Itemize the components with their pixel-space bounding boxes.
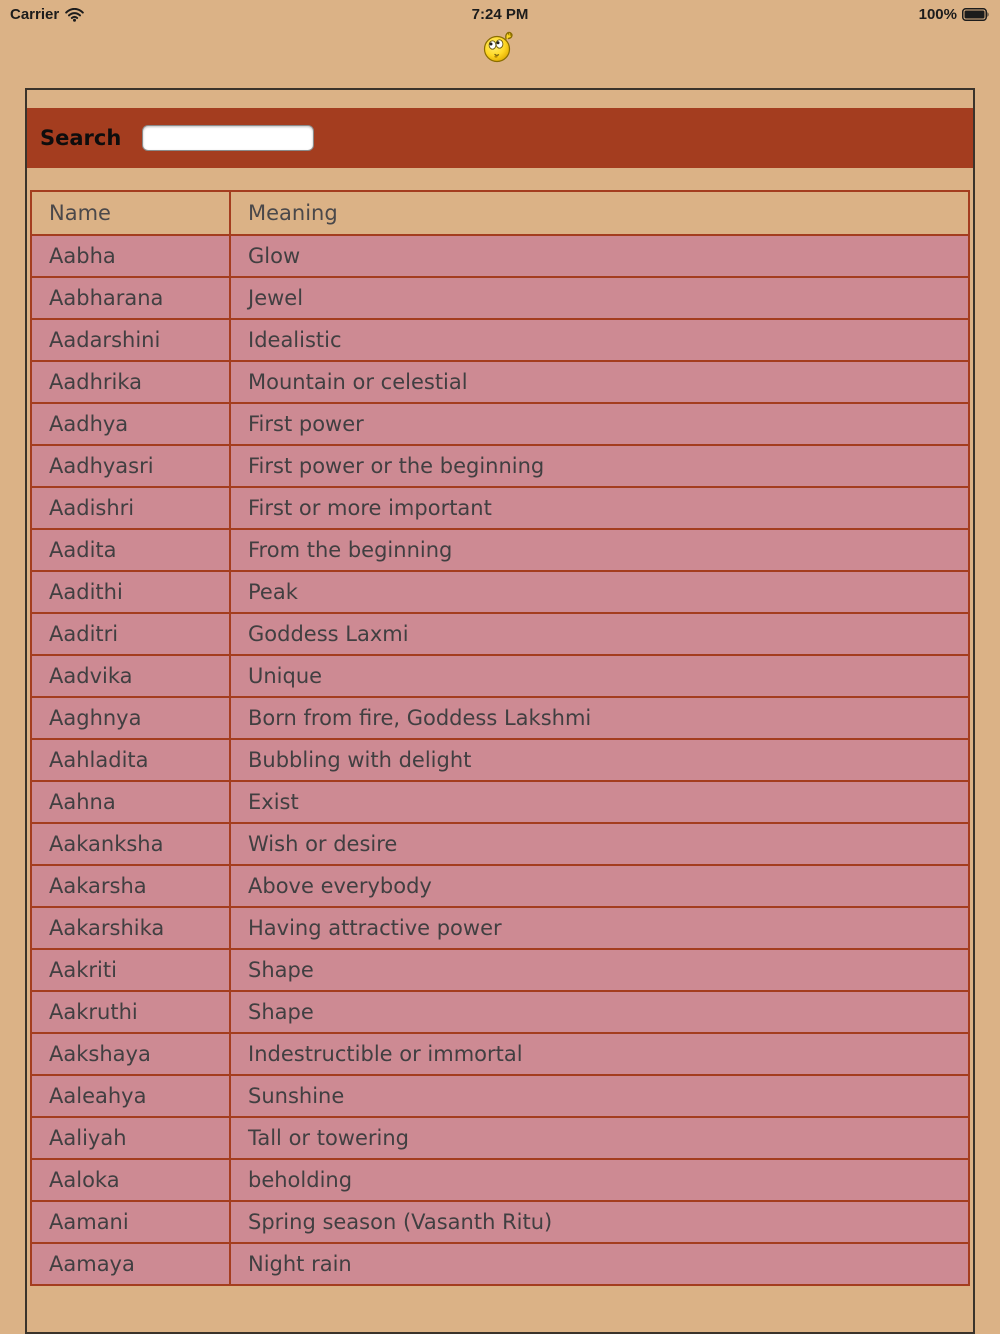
- meaning-cell: Mountain or celestial: [230, 361, 969, 403]
- column-header-meaning: Meaning: [230, 191, 969, 235]
- table-row: [31, 1243, 969, 1285]
- table-row: [31, 403, 969, 445]
- table-row: [31, 1075, 969, 1117]
- status-bar: [0, 0, 1000, 30]
- name-cell: Aakruthi: [31, 991, 230, 1033]
- name-cell: Aadita: [31, 529, 230, 571]
- name-cell: Aakarshika: [31, 907, 230, 949]
- names-table: [30, 190, 970, 1286]
- table-row: [31, 613, 969, 655]
- table-row: [31, 697, 969, 739]
- meaning-cell: Tall or towering: [230, 1117, 969, 1159]
- table-row: [31, 1159, 969, 1201]
- meaning-cell: Jewel: [230, 277, 969, 319]
- name-cell: Aadithi: [31, 571, 230, 613]
- table-row: [31, 277, 969, 319]
- search-bar: [27, 108, 973, 168]
- table-row: [31, 907, 969, 949]
- name-cell: Aaditri: [31, 613, 230, 655]
- meaning-cell: Shape: [230, 991, 969, 1033]
- meaning-cell: Exist: [230, 781, 969, 823]
- battery-icon: [962, 8, 990, 21]
- table-row: [31, 571, 969, 613]
- meaning-cell: Wish or desire: [230, 823, 969, 865]
- name-cell: Aaghnya: [31, 697, 230, 739]
- name-cell: Aadarshini: [31, 319, 230, 361]
- meaning-cell: Idealistic: [230, 319, 969, 361]
- table-row: [31, 529, 969, 571]
- clock-label: 7:24 PM: [471, 6, 529, 23]
- meaning-cell: Night rain: [230, 1243, 969, 1285]
- table-row: [31, 1033, 969, 1075]
- name-cell: Aadhyasri: [31, 445, 230, 487]
- battery-percent-label: 100%: [918, 6, 957, 23]
- table-row: [31, 487, 969, 529]
- meaning-cell: beholding: [230, 1159, 969, 1201]
- meaning-cell: Shape: [230, 949, 969, 991]
- table-row: [31, 991, 969, 1033]
- table-row: [31, 781, 969, 823]
- search-label: Search: [40, 126, 122, 150]
- name-cell: Aaloka: [31, 1159, 230, 1201]
- meaning-cell: Unique: [230, 655, 969, 697]
- meaning-cell: Born from fire, Goddess Lakshmi: [230, 697, 969, 739]
- meaning-cell: Spring season (Vasanth Ritu): [230, 1201, 969, 1243]
- name-cell: Aaleahya: [31, 1075, 230, 1117]
- meaning-cell: Indestructible or immortal: [230, 1033, 969, 1075]
- name-cell: Aakriti: [31, 949, 230, 991]
- table-row: [31, 361, 969, 403]
- table-row: [31, 865, 969, 907]
- name-cell: Aamaya: [31, 1243, 230, 1285]
- table-row: [31, 1201, 969, 1243]
- meaning-cell: Bubbling with delight: [230, 739, 969, 781]
- table-row: [31, 739, 969, 781]
- name-cell: Aadhya: [31, 403, 230, 445]
- name-cell: Aakarsha: [31, 865, 230, 907]
- meaning-cell: First power: [230, 403, 969, 445]
- meaning-cell: Having attractive power: [230, 907, 969, 949]
- table-row: [31, 445, 969, 487]
- table-row: [31, 655, 969, 697]
- name-cell: Aamani: [31, 1201, 230, 1243]
- name-cell: Aadhrika: [31, 361, 230, 403]
- name-cell: Aabha: [31, 235, 230, 277]
- table-row: [31, 319, 969, 361]
- name-cell: Aadvika: [31, 655, 230, 697]
- table-row: [31, 823, 969, 865]
- name-cell: Aahladita: [31, 739, 230, 781]
- name-cell: Aahna: [31, 781, 230, 823]
- meaning-cell: Sunshine: [230, 1075, 969, 1117]
- meaning-cell: Glow: [230, 235, 969, 277]
- table-header-row: [31, 191, 969, 235]
- search-input[interactable]: [142, 125, 314, 151]
- name-cell: Aadishri: [31, 487, 230, 529]
- carrier-label: Carrier: [10, 6, 60, 23]
- name-cell: Aabharana: [31, 277, 230, 319]
- meaning-cell: Peak: [230, 571, 969, 613]
- name-cell: Aaliyah: [31, 1117, 230, 1159]
- column-header-name: Name: [31, 191, 230, 235]
- meaning-cell: Goddess Laxmi: [230, 613, 969, 655]
- meaning-cell: Above everybody: [230, 865, 969, 907]
- name-cell: Aakshaya: [31, 1033, 230, 1075]
- table-row: [31, 949, 969, 991]
- thinking-smiley-icon: [482, 29, 518, 65]
- table-body: [31, 235, 969, 1285]
- meaning-cell: First power or the beginning: [230, 445, 969, 487]
- meaning-cell: From the beginning: [230, 529, 969, 571]
- table-row: [31, 1117, 969, 1159]
- meaning-cell: First or more important: [230, 487, 969, 529]
- app-frame: [25, 88, 975, 1334]
- name-cell: Aakanksha: [31, 823, 230, 865]
- table-row: [31, 235, 969, 277]
